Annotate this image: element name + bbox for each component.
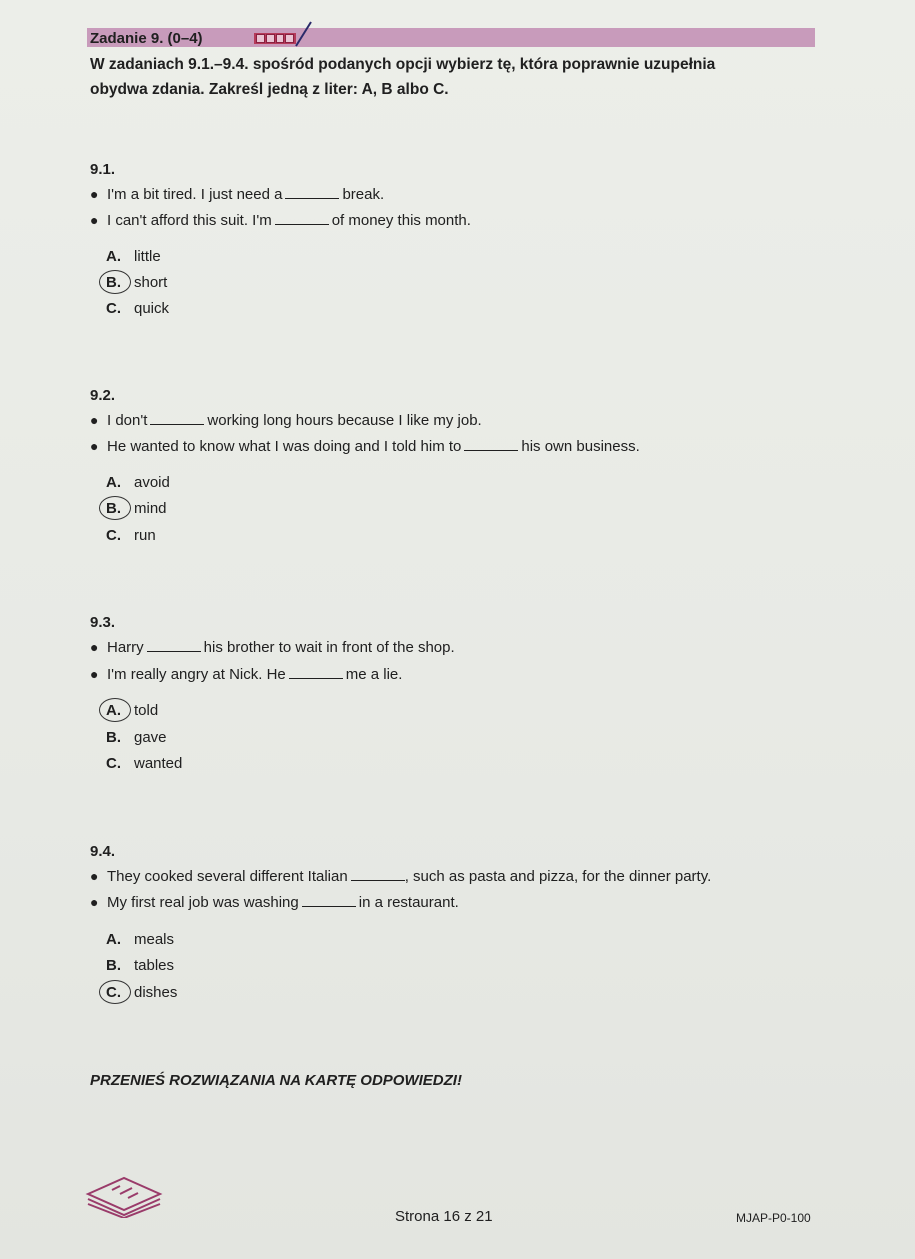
sentence-text-after: me a lie. [345, 666, 403, 683]
option-text: short [134, 274, 168, 291]
blank-gap [147, 650, 201, 652]
option-text: avoid [134, 474, 170, 491]
bullet: ● [90, 212, 99, 228]
option-9-4-a[interactable] [106, 931, 174, 948]
question-number-9-4: 9.4. [90, 843, 116, 860]
bullet: ● [90, 894, 99, 910]
option-letter: B. [106, 729, 121, 746]
option-text: told [134, 702, 159, 719]
option-9-1-a[interactable] [106, 248, 161, 265]
pen-mark-icon [294, 20, 314, 48]
option-9-4-b[interactable] [106, 957, 174, 974]
sentence-text-before: I can't afford this suit. I'm [107, 212, 272, 229]
sentence-text-after: , such as pasta and pizza, for the dinner party. [404, 868, 712, 885]
blank-gap [275, 223, 329, 225]
bullet: ● [90, 666, 99, 682]
sentence-9-3-2 [90, 666, 402, 683]
option-letter: C. [106, 984, 134, 1001]
option-text: meals [134, 931, 175, 948]
sentence-text-after: working long hours because I like my job. [207, 412, 482, 429]
sentence-text-before: They cooked several different Italian [107, 868, 348, 885]
sentence-9-4-1 [90, 868, 711, 885]
option-letter: A. [106, 702, 134, 719]
task-title: Zadanie 9. (0–4) [90, 30, 203, 47]
transfer-answers-note: PRZENIEŚ ROZWIĄZANIA NA KARTĘ ODPOWIEDZI! [90, 1072, 462, 1089]
option-text: dishes [134, 984, 178, 1001]
score-box [256, 34, 265, 43]
bullet: ● [90, 412, 99, 428]
blank-gap [464, 449, 518, 451]
option-letter: B. [106, 500, 134, 517]
cke-logo-icon [84, 1168, 164, 1218]
page-number: Strona 16 z 21 [395, 1208, 493, 1225]
question-number-9-2: 9.2. [90, 387, 116, 404]
sentence-text-before: My first real job was washing [107, 894, 299, 911]
sentence-9-1-2 [90, 212, 471, 229]
option-text: gave [134, 729, 167, 746]
blank-gap [351, 879, 405, 881]
blank-gap [150, 423, 204, 425]
question-number-9-1: 9.1. [90, 161, 116, 178]
option-9-2-b[interactable] [106, 500, 167, 517]
bullet: ● [90, 639, 99, 655]
option-letter: A. [106, 931, 121, 948]
blank-gap [302, 905, 356, 907]
score-box [285, 34, 294, 43]
option-9-2-a[interactable] [106, 474, 170, 491]
option-letter: C. [106, 300, 121, 317]
sentence-text-before: I'm really angry at Nick. He [107, 666, 286, 683]
option-letter: C. [106, 755, 121, 772]
sentence-text-after: his brother to wait in front of the shop. [203, 639, 455, 656]
option-letter: B. [106, 957, 121, 974]
option-9-3-c[interactable] [106, 755, 182, 772]
option-9-2-c[interactable] [106, 527, 156, 544]
score-box [266, 34, 275, 43]
sentence-text-after: break. [342, 186, 385, 203]
option-text: quick [134, 300, 170, 317]
instruction-line-1: W zadaniach 9.1.–9.4. spośród podanych opcji wybierz tę, która poprawnie uzupełnia [90, 56, 716, 73]
sentence-9-2-1 [90, 412, 482, 429]
sentence-9-3-1 [90, 639, 455, 656]
blank-gap [289, 677, 343, 679]
sentence-text-before: Harry [107, 639, 144, 656]
bullet: ● [90, 438, 99, 454]
option-9-3-a[interactable] [106, 702, 158, 719]
sentence-9-1-1 [90, 186, 384, 203]
option-9-1-b[interactable] [106, 274, 167, 291]
sentence-text-before: I'm a bit tired. I just need a [107, 186, 283, 203]
option-9-4-c[interactable] [106, 984, 177, 1001]
instruction-line-2: obydwa zdania. Zakreśl jedną z liter: A, B albo C. [90, 81, 449, 98]
score-box [276, 34, 285, 43]
option-text: run [134, 527, 156, 544]
option-letter: A. [106, 474, 121, 491]
blank-gap [285, 197, 339, 199]
option-9-3-b[interactable] [106, 729, 167, 746]
sentence-9-2-2 [90, 438, 640, 455]
sentence-9-4-2 [90, 894, 459, 911]
exam-code: MJAP-P0-100 [736, 1211, 811, 1225]
option-text: tables [134, 957, 175, 974]
score-boxes [254, 33, 296, 44]
option-letter: B. [106, 274, 134, 291]
task-instruction [90, 52, 810, 102]
option-text: mind [134, 500, 167, 517]
bullet: ● [90, 868, 99, 884]
option-text: wanted [134, 755, 183, 772]
sentence-text-before: I don't [107, 412, 148, 429]
option-text: little [134, 248, 161, 265]
option-9-1-c[interactable] [106, 300, 169, 317]
sentence-text-after: of money this month. [331, 212, 471, 229]
question-number-9-3: 9.3. [90, 614, 116, 631]
option-letter: C. [106, 527, 121, 544]
sentence-text-after: in a restaurant. [358, 894, 459, 911]
bullet: ● [90, 186, 99, 202]
sentence-text-before: He wanted to know what I was doing and I told him to [107, 438, 462, 455]
sentence-text-after: his own business. [521, 438, 640, 455]
option-letter: A. [106, 248, 121, 265]
